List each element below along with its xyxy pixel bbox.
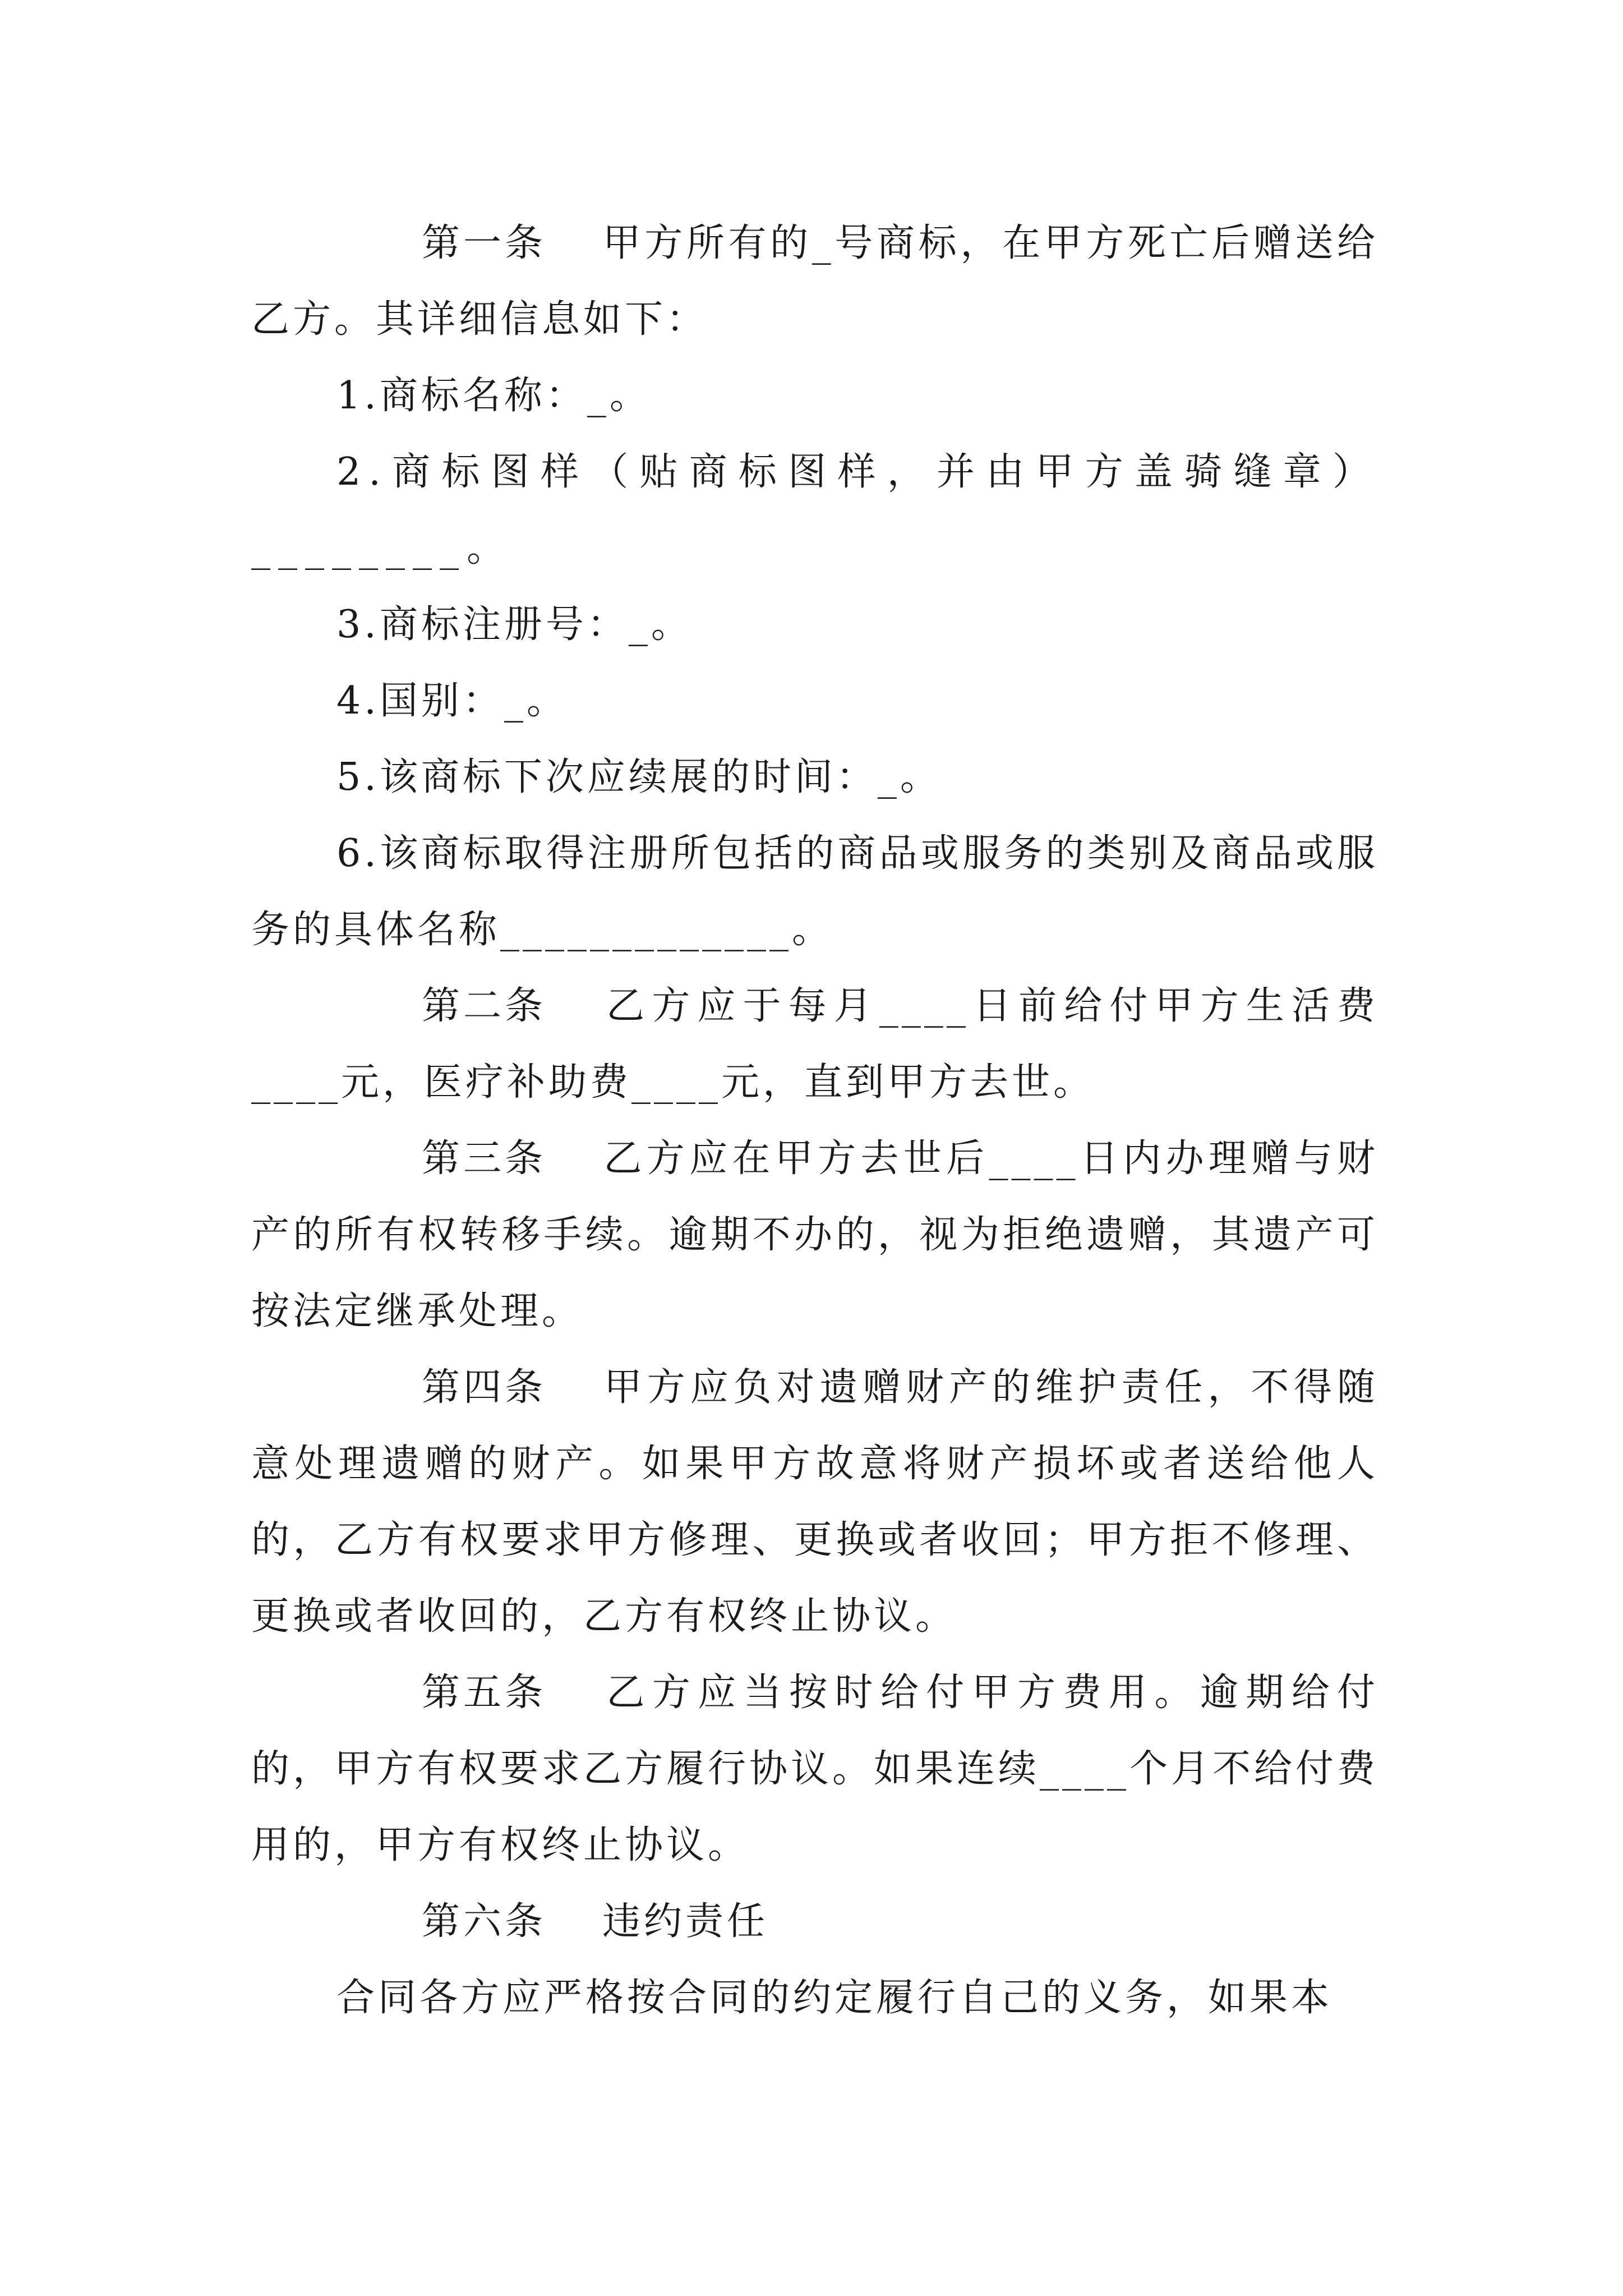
paragraph-text: 5.该商标下次应续展的时间：_。 bbox=[336, 755, 942, 799]
paragraph-text: 6.该商标取得注册所包括的商品或服务的类别及商品或服务的具体名称_____________。 bbox=[251, 831, 1378, 952]
item-1-paragraph bbox=[251, 358, 1378, 434]
paragraph-text: 甲方应负对遗赠财产的维护责任，不得随意处理遗赠的财产。如果甲方故意将财产损坏或者送给他人的，乙方有权要求甲方修理、更换或者收回；甲方拒不修理、更换或者收回的，乙方有权终止协议。 bbox=[251, 1365, 1378, 1639]
article-label: 第三条 bbox=[422, 1137, 547, 1181]
paragraph-text: 乙方应当按时给付甲方费用。逾期给付的，甲方有权要求乙方履行协议。如果连续____个月不给付费用的，甲方有权终止协议。 bbox=[251, 1671, 1379, 1867]
item-5-paragraph bbox=[251, 739, 1378, 816]
article-label: 第一条 bbox=[422, 221, 547, 265]
article-4-paragraph bbox=[251, 1350, 1378, 1655]
paragraph-text: 违约责任 bbox=[602, 1899, 769, 1944]
paragraph-text: 乙方应于每月____日前给付甲方生活费____元，医疗补助费____元，直到甲方去世。 bbox=[251, 984, 1378, 1105]
item-3-paragraph bbox=[251, 587, 1378, 663]
paragraph-text: 甲方所有的_号商标，在甲方死亡后赠送给乙方。其详细信息如下： bbox=[251, 221, 1378, 342]
item-6-paragraph bbox=[251, 816, 1378, 968]
article-label: 第二条 bbox=[422, 984, 547, 1028]
paragraph-text: 2.商标图样（贴商标图样，并由甲方盖骑缝章）________。 bbox=[251, 450, 1378, 570]
article-2-paragraph bbox=[251, 968, 1378, 1121]
article-6-body bbox=[251, 1960, 1378, 2036]
article-3-paragraph bbox=[251, 1121, 1378, 1350]
paragraph-text: 合同各方应严格按合同的约定履行自己的义务，如果本 bbox=[336, 1976, 1333, 2020]
article-label: 第六条 bbox=[422, 1899, 547, 1944]
article-5-paragraph bbox=[251, 1655, 1378, 1884]
article-label: 第五条 bbox=[422, 1671, 547, 1715]
paragraph-text: 3.商标注册号：_。 bbox=[336, 602, 693, 647]
article-1-paragraph bbox=[251, 205, 1378, 358]
paragraph-text: 乙方应在甲方去世后____日内办理赠与财产的所有权转移手续。逾期不办的，视为拒绝遗赠，其遗产可按法定继承处理。 bbox=[251, 1137, 1378, 1333]
article-label: 第四条 bbox=[422, 1365, 547, 1410]
article-6-heading bbox=[251, 1884, 1378, 1960]
item-2-paragraph bbox=[251, 434, 1378, 587]
paragraph-text: 4.国别：_。 bbox=[336, 679, 568, 723]
item-4-paragraph bbox=[251, 663, 1378, 739]
paragraph-text: 1.商标名称：_。 bbox=[336, 374, 651, 418]
